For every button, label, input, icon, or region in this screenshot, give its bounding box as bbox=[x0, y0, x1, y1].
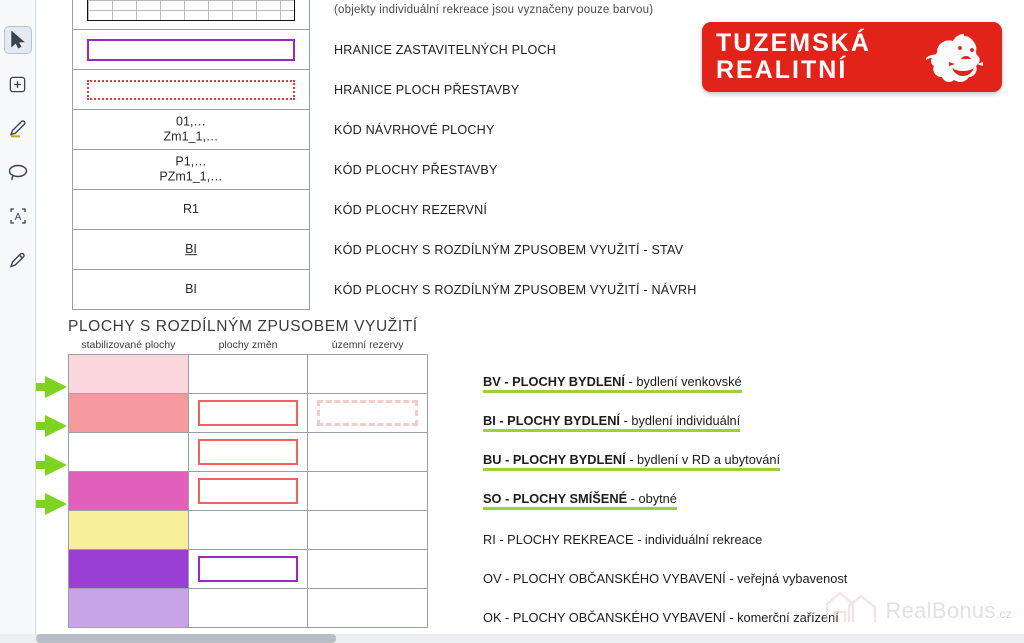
matrix-header bbox=[69, 338, 428, 355]
green-arrow-icon bbox=[36, 413, 71, 439]
code-text: OV - PLOCHY OBČANSKÉHO VYBAVENÍ - veřejná vybavenost bbox=[483, 571, 848, 586]
matrix-cell-reserves bbox=[308, 472, 428, 511]
annotation-toolbar bbox=[0, 0, 36, 643]
legend-code-sample: P1,… PZm1_1,… bbox=[159, 153, 223, 184]
horizontal-scrollbar[interactable] bbox=[0, 634, 1024, 643]
tuzemska-realitni-logo bbox=[702, 22, 1002, 92]
table-row bbox=[69, 550, 428, 589]
green-arrow-icon bbox=[36, 374, 71, 400]
legend-label: HRANICE ZASTAVITELNÝCH PLOCH bbox=[334, 43, 557, 57]
scrollbar-thumb[interactable] bbox=[36, 634, 336, 643]
list-item bbox=[483, 364, 1003, 403]
select-cursor-tool[interactable] bbox=[4, 26, 32, 54]
red-dotted-outline-swatch bbox=[87, 80, 295, 100]
code-text: RI - PLOCHY REKREACE - individuální rekreace bbox=[483, 532, 763, 547]
matrix-cell-stabilized bbox=[69, 355, 189, 394]
legend-swatch-row bbox=[72, 0, 310, 30]
code-text: BU - PLOCHY BYDLENÍ - bydlení v RD a ubytování bbox=[483, 452, 780, 471]
document-canvas bbox=[36, 0, 1024, 634]
matrix-cell-reserves bbox=[308, 511, 428, 550]
matrix-cell-reserves bbox=[308, 433, 428, 472]
code-text: BV - PLOCHY BYDLENÍ - bydlení venkovské bbox=[483, 374, 742, 393]
matrix-body bbox=[69, 355, 428, 628]
legend-swatch-column bbox=[72, 0, 310, 310]
code-text: OK - PLOCHY OBČANSKÉHO VYBAVENÍ - komerční zařízení bbox=[483, 610, 839, 625]
land-use-matrix-table bbox=[68, 338, 428, 628]
matrix-cell-changes bbox=[188, 355, 308, 394]
legend-label: KÓD PLOCHY S ROZDÍLNÝM ZPUSOBEM VYUŽITÍ - NÁVRH bbox=[334, 283, 697, 297]
matrix-header-row bbox=[69, 338, 428, 355]
green-arrow-icon bbox=[36, 452, 71, 478]
matrix-cell-stabilized bbox=[69, 589, 189, 628]
svg-text:A: A bbox=[14, 212, 21, 223]
legend-label: KÓD PLOCHY S ROZDÍLNÝM ZPUSOBEM VYUŽITÍ - STAV bbox=[334, 243, 684, 257]
purple-outline-swatch bbox=[198, 556, 299, 582]
legend-note: (objekty individuální rekreace jsou vyznačeny pouze barvou) bbox=[334, 4, 654, 16]
matrix-cell-reserves bbox=[308, 394, 428, 433]
table-row bbox=[69, 394, 428, 433]
code-text: BI - PLOCHY BYDLENÍ - bydlení individuální bbox=[483, 413, 740, 432]
logo-line-2: REALITNÍ bbox=[716, 56, 848, 84]
lasso-tool[interactable] bbox=[4, 158, 32, 186]
list-item bbox=[483, 442, 1003, 481]
matrix-cell-reserves bbox=[308, 589, 428, 628]
matrix-col-stabilized: stabilizované plochy bbox=[81, 339, 176, 351]
list-item bbox=[483, 481, 1003, 520]
watermark-text: RealBonus.cz bbox=[885, 598, 1012, 623]
text-select-tool[interactable] bbox=[4, 202, 32, 230]
matrix-cell-stabilized bbox=[69, 433, 189, 472]
highlight-pen-tool[interactable] bbox=[4, 114, 32, 142]
logo-text bbox=[716, 30, 871, 84]
legend-swatch-row bbox=[72, 110, 310, 150]
matrix-cell-changes bbox=[188, 550, 308, 589]
legend-label: KÓD PLOCHY PŘESTAVBY bbox=[334, 163, 498, 177]
red-outline-swatch bbox=[198, 478, 299, 504]
pink-dashed-outline-swatch bbox=[317, 400, 418, 426]
stamp-tool[interactable] bbox=[4, 246, 32, 274]
matrix-cell-changes bbox=[188, 511, 308, 550]
line-chart-box-swatch bbox=[87, 0, 295, 21]
legend-swatch-row bbox=[72, 190, 310, 230]
legend-label: HRANICE PLOCH PŘESTAVBY bbox=[334, 83, 520, 97]
purple-outline-swatch bbox=[87, 39, 295, 61]
matrix-cell-changes bbox=[188, 472, 308, 511]
legend-code-sample: BI bbox=[185, 281, 197, 296]
legend-swatch-row bbox=[72, 270, 310, 310]
table-row bbox=[69, 511, 428, 550]
legend-swatch-row bbox=[72, 230, 310, 270]
matrix-cell-stabilized bbox=[69, 550, 189, 589]
red-outline-swatch bbox=[198, 439, 299, 465]
code-text: SO - PLOCHY SMÍŠENÉ - obytné bbox=[483, 491, 677, 510]
matrix-cell-reserves bbox=[308, 355, 428, 394]
table-row bbox=[69, 433, 428, 472]
logo-line-1: TUZEMSKÁ bbox=[716, 29, 871, 57]
list-item bbox=[483, 403, 1003, 442]
red-outline-swatch bbox=[198, 400, 299, 426]
add-note-tool[interactable] bbox=[4, 70, 32, 98]
table-row bbox=[69, 589, 428, 628]
legend-label: KÓD PLOCHY REZERVNÍ bbox=[334, 203, 488, 217]
matrix-col-reserves: územní rezervy bbox=[331, 339, 404, 351]
legend-label: KÓD NÁVRHOVÉ PLOCHY bbox=[334, 123, 495, 137]
matrix-cell-changes bbox=[188, 433, 308, 472]
legend-code-sample: BI bbox=[185, 241, 197, 256]
section-title: PLOCHY S ROZDÍLNÝM ZPUSOBEM VYUŽITÍ bbox=[68, 318, 418, 335]
lion-icon bbox=[918, 28, 988, 86]
green-arrow-icon bbox=[36, 491, 71, 517]
list-item bbox=[483, 520, 1003, 559]
house-outline-icon bbox=[823, 584, 879, 624]
legend-swatch-row bbox=[72, 150, 310, 190]
legend-code-sample: R1 bbox=[183, 201, 199, 216]
table-row bbox=[69, 355, 428, 394]
matrix-cell-reserves bbox=[308, 550, 428, 589]
legend-swatch-row bbox=[72, 30, 310, 70]
matrix-cell-stabilized bbox=[69, 394, 189, 433]
table-row bbox=[69, 472, 428, 511]
matrix-cell-changes bbox=[188, 394, 308, 433]
legend-swatch-row bbox=[72, 70, 310, 110]
matrix-cell-stabilized bbox=[69, 472, 189, 511]
matrix-cell-changes bbox=[188, 589, 308, 628]
legend-code-sample: 01,… Zm1_1,… bbox=[163, 113, 219, 144]
matrix-cell-stabilized bbox=[69, 511, 189, 550]
matrix-col-changes: plochy změn bbox=[218, 339, 278, 351]
realbonus-watermark bbox=[823, 584, 1012, 624]
